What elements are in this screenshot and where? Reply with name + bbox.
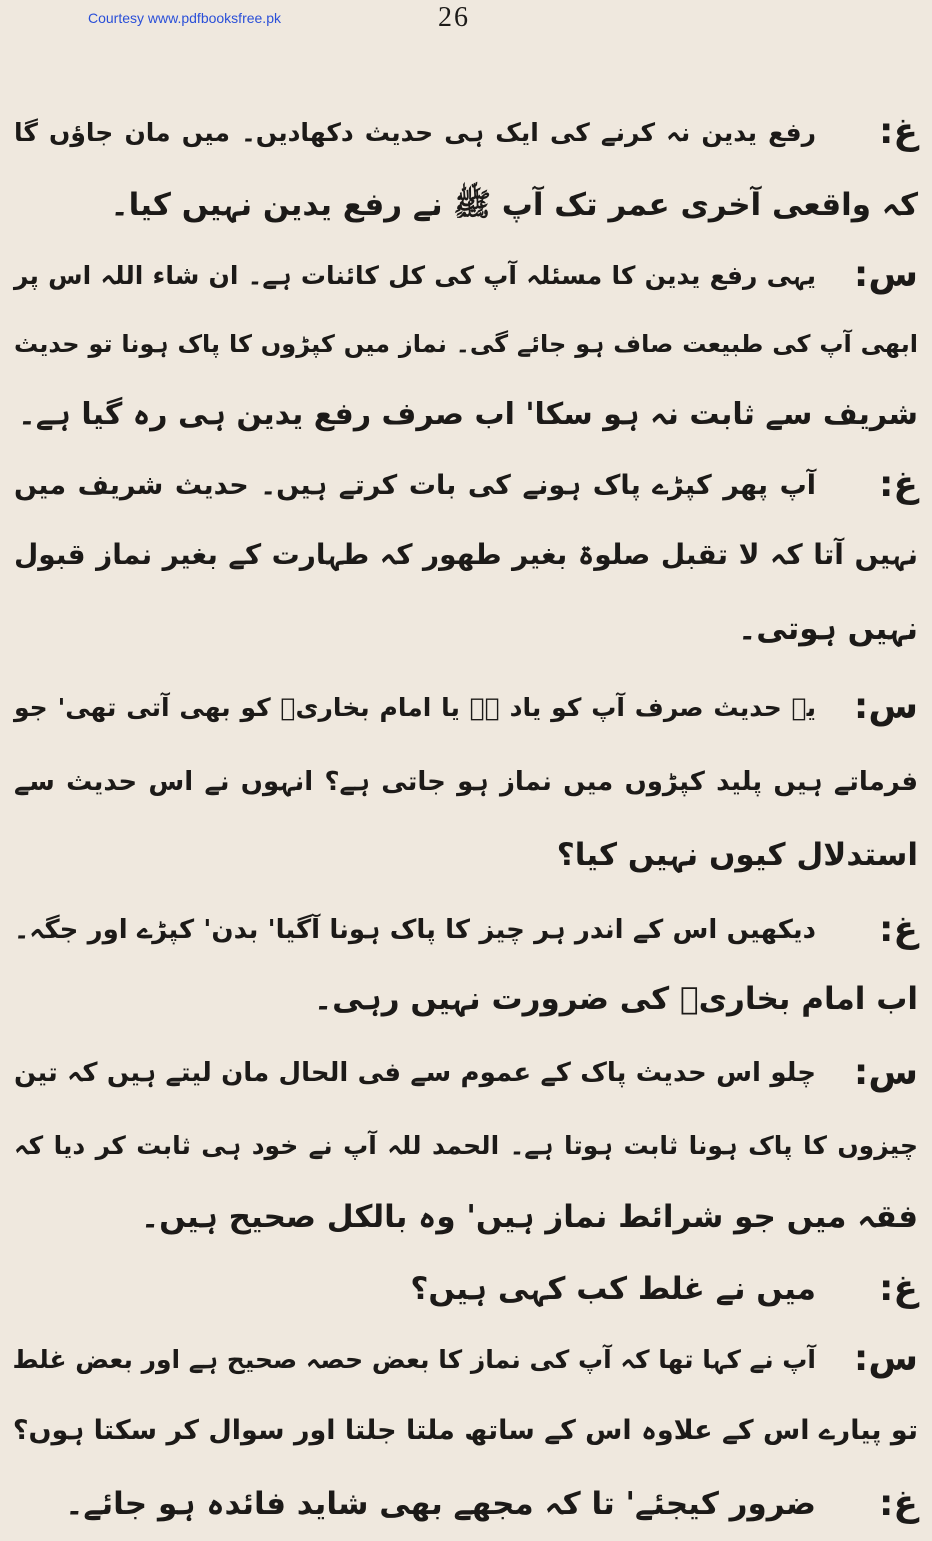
speaker-label: غ: — [879, 1483, 918, 1524]
line-text: استدلال کیوں نہیں کیا؟ — [556, 836, 918, 873]
text-line — [14, 1467, 918, 1541]
text-line — [14, 238, 918, 312]
courtesy-watermark: Courtesy www.pdfbooksfree.pk — [88, 10, 281, 26]
speaker-label: س: — [853, 1052, 918, 1093]
text-line — [14, 95, 918, 169]
text-line — [14, 1108, 918, 1182]
line-text: چلو اس حدیث پاک کے عموم سے فی الحال مان لیتے ہیں کہ تین — [14, 1058, 816, 1088]
line-text: یہی رفع یدین کا مسئلہ آپ کی کل کائنات ہے۔ ان شاء اللہ اس پر — [14, 260, 816, 290]
text-line — [14, 1252, 918, 1326]
speaker-label: غ: — [879, 464, 918, 505]
text-line — [14, 818, 918, 892]
text-line — [14, 518, 918, 592]
line-text: چیزوں کا پاک ہونا ثابت ہوتا ہے۔ الحمد للہ آپ نے خود ہی ثابت کر دیا کہ — [14, 1130, 918, 1160]
line-text: شریف سے ثابت نہ ہو سکا' اب صرف رفع یدین ہی رہ گیا ہے۔ — [18, 397, 918, 432]
line-text: فقہ میں جو شرائط نماز ہیں' وہ بالکل صحیح ہیں۔ — [141, 1198, 918, 1235]
text-line — [14, 745, 918, 819]
text-line — [14, 962, 918, 1036]
text-line — [14, 1180, 918, 1254]
text-line — [14, 168, 918, 242]
line-text: کہ واقعی آخری عمر تک آپ ﷺ نے رفع یدین نہیں کیا۔ — [110, 186, 918, 223]
line-text: ابھی آپ کی طبیعت صاف ہو جائے گی۔ نماز میں کپڑوں کا پاک ہونا تو حدیث — [14, 330, 918, 358]
line-text: ضرور کیجئے' تا کہ مجھے بھی شاید فائدہ ہو جائے۔ — [65, 1485, 816, 1522]
line-text: دیکھیں اس کے اندر ہر چیز کا پاک ہونا آگیا' بدن' کپڑے اور جگہ۔ — [14, 915, 816, 945]
line-text: رفع یدین نہ کرنے کی ایک ہی حدیث دکھادیں۔ میں مان جاؤں گا — [14, 117, 816, 147]
page-number: 26 — [438, 2, 470, 33]
text-line — [14, 670, 918, 744]
line-text: نہیں ہوتی۔ — [738, 610, 918, 647]
text-line — [14, 1322, 918, 1396]
text-line — [14, 448, 918, 522]
text-line — [14, 592, 918, 666]
text-line — [14, 893, 918, 967]
speaker-label: س: — [853, 254, 918, 295]
line-text: فرماتے ہیں پلید کپڑوں میں نماز ہو جاتی ہے؟ انہوں نے اس حدیث سے — [14, 767, 918, 797]
text-line — [14, 378, 918, 452]
line-text: نہیں آتا کہ لا تقبل صلوۃ بغیر طھور کہ طہارت کے بغیر نماز قبول — [14, 538, 918, 571]
line-text: یہ حدیث صرف آپ کو یاد ہے یا امام بخاریؒ کو بھی آتی تھی' جو — [14, 692, 816, 722]
speaker-label: س: — [853, 1338, 918, 1379]
line-text: آپ نے کہا تھا کہ آپ کی نماز کا بعض حصہ صحیح ہے اور بعض غلط — [12, 1344, 816, 1374]
speaker-label: غ: — [879, 909, 918, 950]
line-text: آپ پھر کپڑے پاک ہونے کی بات کرتے ہیں۔ حدیث شریف میں — [14, 469, 816, 501]
text-line — [14, 1393, 918, 1467]
line-text: میں نے غلط کب کہی ہیں؟ — [410, 1270, 816, 1307]
text-line — [14, 1036, 918, 1110]
line-text: تو پیارے اس کے علاوہ اس کے ساتھ ملتا جلتا اور سوال کر سکتا ہوں؟ — [12, 1414, 918, 1446]
speaker-label: غ: — [879, 1268, 918, 1309]
speaker-label: غ: — [879, 111, 918, 152]
line-text: اب امام بخاریؒ کی ضرورت نہیں رہی۔ — [314, 980, 918, 1017]
text-line — [14, 307, 918, 381]
speaker-label: س: — [853, 686, 918, 727]
